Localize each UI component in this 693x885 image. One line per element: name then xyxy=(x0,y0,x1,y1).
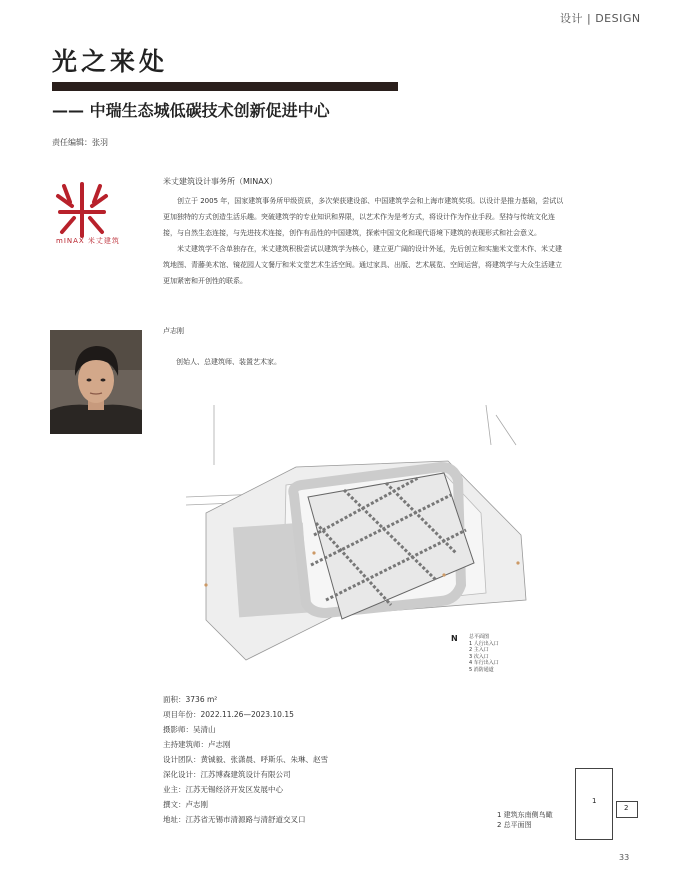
figure-box-1 xyxy=(575,768,613,840)
fact-line: 撰文：卢志刚 xyxy=(163,800,208,809)
legend-item: 5 消防通道 xyxy=(469,666,494,673)
firm-paragraph: 米丈建筑学不含单独存在，米丈建筑积极尝试以建筑学为核心，建立更广阔的设计外延，先后创立和实施米文堂木作、米丈建筑地图、青藤美术馆、镜花园人文餐厅和米文堂艺术生活空间。通过家具、出版、艺术展览、空间运营，将建筑学与大众生活建立更加紧密和开创性的联系。 xyxy=(163,245,562,285)
project-facts xyxy=(163,692,328,827)
title-bar xyxy=(52,82,398,91)
north-arrow-icon: N xyxy=(451,634,458,643)
legend-item: 2 主入口 xyxy=(469,647,489,653)
figure-box-2 xyxy=(616,801,638,818)
page-number: 33 xyxy=(619,853,630,862)
fact-line: 面积：3736 m² xyxy=(163,695,218,704)
caption: 1 建筑东南侧鸟瞰 xyxy=(497,811,553,819)
figure-number: 2 xyxy=(624,804,629,812)
fact-line: 业主：江苏无锡经济开发区发展中心 xyxy=(163,785,283,794)
logo-text: mINAX 米丈建筑 xyxy=(56,237,120,245)
portrait-photo xyxy=(50,330,142,434)
legend-item: 4 车行出入口 xyxy=(469,660,499,666)
fact-line: 摄影师：吴清山 xyxy=(163,725,216,734)
person-role: 创始人、总建筑师、装置艺术家。 xyxy=(176,358,281,366)
person-name: 卢志刚 xyxy=(163,327,184,335)
article-title: 光之来处 xyxy=(52,47,169,76)
firm-name: 米丈建筑设计事务所（MINAX） xyxy=(163,177,278,186)
figure-number: 1 xyxy=(592,797,597,805)
caption: 2 总平面图 xyxy=(497,821,532,829)
fact-line: 深化设计：江苏博森建筑设计有限公司 xyxy=(163,770,291,779)
section-label: 设计 | DESIGN xyxy=(560,12,641,25)
article-subtitle: —— 中瑞生态城低碳技术创新促进中心 xyxy=(52,101,330,120)
legend-item: 3 次入口 xyxy=(469,653,489,660)
fact-line: 设计团队：黄铖毅、张潇晨、呼斯乐、朱琳、赵雪 xyxy=(163,755,328,764)
firm-description xyxy=(163,193,568,289)
legend-item: 1 人行出入口 xyxy=(469,640,499,647)
firm-paragraph: 创立于 2005 年，国家建筑事务所甲级资质，多次荣获建设部、中国建筑学会和上海市建筑奖项。以设计是推力基础，尝试以更加独特的方式创造生活乐趣。突破建筑学的专业知识和界限，以艺术作为是考方式，将设计作为作业手段。坚持与传统文化连接，与自然生态连接，与先进技术连接，创作有品性的中国建筑，探索中国文化和现代语境下建筑的表现形式和社会意义。 xyxy=(163,197,564,237)
figure-captions xyxy=(497,810,553,830)
fact-line: 地址：江苏省无锡市清源路与清舒道交叉口 xyxy=(163,815,306,824)
fact-line: 主持建筑师：卢志刚 xyxy=(163,740,231,749)
legend-title: 总平面图 xyxy=(469,634,490,640)
editor-credit: 责任编辑：张羽 xyxy=(52,138,108,147)
fact-line: 项目年份：2022.11.26—2023.10.15 xyxy=(163,710,294,719)
